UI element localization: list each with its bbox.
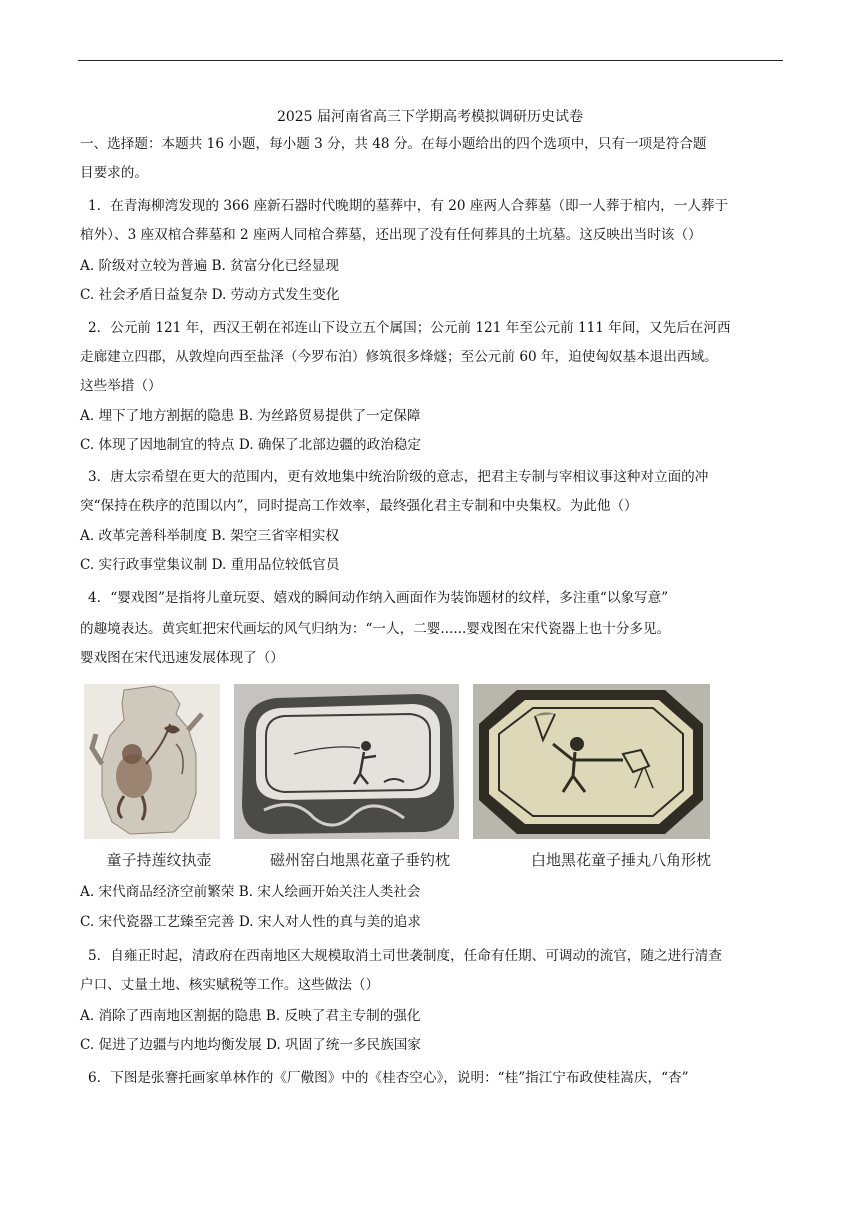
q6-stem: 6．下图是张謇托画家单林作的《厂儆图》中的《桂杏空心》，说明：“桂”指江宁布政使桂嵩庆，“杏” [88,1070,689,1086]
q1-options-cd: C. 社会矛盾日益复杂 D. 劳动方式发生变化 [80,287,340,303]
q4-options-ab: A. 宋代商品经济空前繁荣 B. 宋人绘画开始关注人类社会 [80,884,421,900]
q3-stem: 3．唐太宗希望在更大的范围内，更有效地集中统治阶级的意志，把君主专制与宰相议事这种对立面的冲 [88,469,709,485]
q2-options-cd: C. 体现了因地制宜的特点 D. 确保了北部边疆的政治稳定 [80,437,421,453]
section-instruction-cont: 目要求的。 [80,165,148,181]
q2-stem-end: 这些举措（） [80,378,162,394]
q3-options-ab: A. 改革完善科举制度 B. 架空三省宰相实权 [80,528,339,544]
q4-stem-cont: 的趣境表达。黄宾虹把宋代画坛的风气归纳为：“一人，二婴......婴戏图在宋代瓷器上也十分多见。 [80,621,671,637]
vase-caption: 童子持莲纹执壶 [106,851,212,869]
q2-stem-cont: 走廊建立四郡，从敦煌向西至盐泽（今罗布泊）修筑很多烽燧；至公元前 60 年，迫使匈奴基本退出西域。 [80,349,718,365]
fishing-pillow-image [234,684,459,839]
q4-stem-end: 婴戏图在宋代迅速发展体现了（） [80,650,284,666]
header-rule [78,60,783,61]
fishing-pillow-caption: 磁州窑白地黑花童子垂钓枕 [269,851,450,869]
q3-stem-cont: 突“保持在秩序的范围以内”，同时提高工作效率，最终强化君主专制和中央集权。为此他（） [80,498,638,514]
q2-stem: 2．公元前 121 年，西汉王朝在祁连山下设立五个属国；公元前 121 年至公元前 111 年间，又先后在河西 [88,320,731,336]
q4-stem: 4．“婴戏图”是指将儿童玩耍、嬉戏的瞬间动作纳入画面作为装饰题材的纹样，多注重“以象写意” [88,590,669,606]
vase-image [84,684,220,839]
q1-options-ab: A. 阶级对立较为普遍 B. 贫富分化已经显现 [80,258,339,274]
q5-stem: 5．自雍正时起，清政府在西南地区大规模取消土司世袭制度，任命有任期、可调动的流官，随之进行清查 [88,948,722,964]
section-instruction: 一、选择题：本题共 16 小题，每小题 3 分，共 48 分。在每小题给出的四个选项中，只有一项是符合题 [80,136,707,152]
q1-stem-cont: 棺外）、3 座双棺合葬墓和 2 座两人同棺合葬墓，还出现了没有任何葬具的土坑墓。这反映出当时该（） [80,227,702,243]
q4-options-cd: C. 宋代瓷器工艺臻至完善 D. 宋人对人性的真与美的追求 [80,914,421,930]
q1-stem: 1．在青海柳湾发现的 366 座新石器时代晚期的墓葬中，有 20 座两人合葬墓（即一人葬于棺内，一人葬于 [88,198,729,214]
q5-options-cd: C. 促进了边疆与内地均衡发展 D. 巩固了统一多民族国家 [80,1037,421,1053]
q3-options-cd: C. 实行政事堂集议制 D. 重用品位较低官员 [80,557,340,573]
q5-options-ab: A. 消除了西南地区割据的隐患 B. 反映了君主专制的强化 [80,1008,421,1024]
chuiwan-pillow-image [473,684,710,839]
q2-options-ab: A. 埋下了地方割据的隐患 B. 为丝路贸易提供了一定保障 [80,408,421,424]
q5-stem-cont: 户口、丈量土地、核实赋税等工作。这些做法（） [80,977,380,993]
chuiwan-pillow-caption: 白地黑花童子捶丸八角形枕 [530,851,711,869]
exam-title: 2025 届河南省高三下学期高考模拟调研历史试卷 [276,109,584,125]
